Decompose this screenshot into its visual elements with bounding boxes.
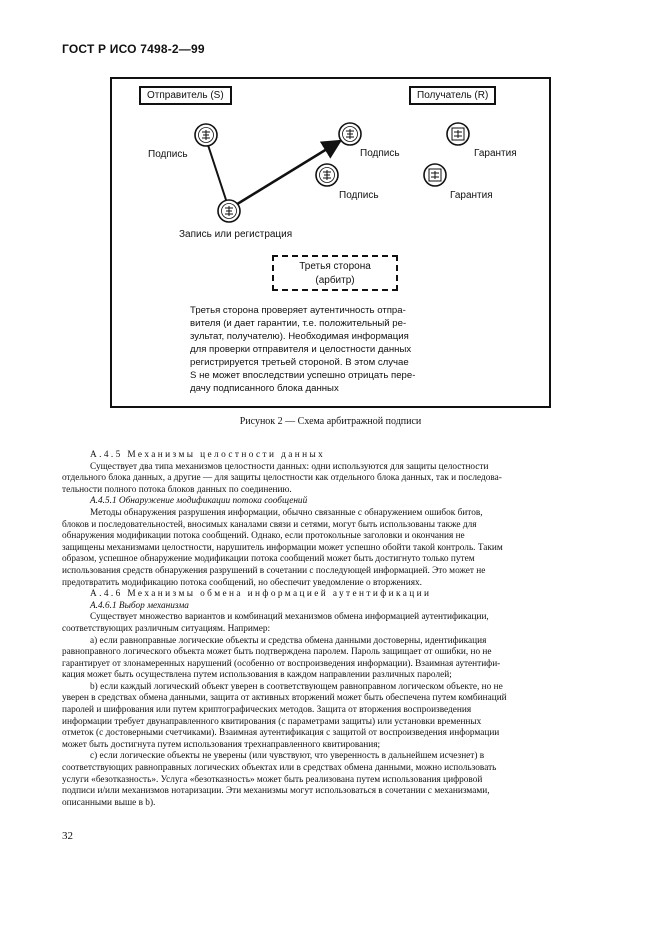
body-line: равноправного логического объекта может быть подтверждена паролем. Пароль защищает от ошибки, но не [62, 647, 492, 658]
guarantee-label: Гарантия [450, 190, 493, 201]
registration-label: Запись или регистрация [179, 229, 293, 240]
document-header: ГОСТ Р ИСО 7498-2—99 [62, 42, 205, 56]
body-line: предотвратить модификацию потока сообщений, но обеспечит уведомление о вторжениях. [62, 577, 422, 588]
body-line: Методы обнаружения разрушения информации, обычно связанные с обнаружением ошибок битов, [90, 507, 483, 518]
figure-caption: Рисунок 2 — Схема арбитражной подписи [239, 416, 422, 427]
seal-icon [195, 124, 217, 146]
stamp-icon [424, 164, 446, 186]
figure-description-line: S не может впоследствии успешно отрицать пере- [190, 370, 416, 381]
body-line: А.4.6.1 Выбор механизма [90, 600, 189, 611]
body-line: паролей и шифрования или путем криптографических методов. Защита от вторжения воспроизведения [62, 705, 472, 716]
receiver-box: Получатель (R) [409, 86, 496, 105]
body-line: c) если логические объекты не уверены (или чувствуют, что уверенность в дальнейшем исчезнет) в [90, 751, 485, 762]
body-line: может быть достигнута путем использования трехнаправленного квитирования; [62, 739, 381, 750]
body-line: соответствующих различным ситуациям. Например: [62, 623, 271, 634]
signature-label: Подпись [339, 190, 379, 201]
third-party-box [272, 255, 398, 291]
third-party-title: Третья сторона [299, 261, 371, 272]
body-line: а) если равноправные логические объекты и средства обмена данными достоверны, идентификация [90, 635, 487, 646]
body-line: b) если каждый логический объект уверен в соответствующем равноправном логическом объекте, но не [90, 681, 503, 692]
body-line: подписи и/или механизмов нотаризации. Эти механизмы могут использоваться в сочетании с механизмами, [62, 786, 490, 797]
page-number: 32 [62, 830, 73, 842]
figure-description-line: Третья сторона проверяет аутентичность отпра- [190, 305, 406, 316]
body-line: использования средств обнаружения разрушений в сочетании с последующей информацией. Это может не [62, 565, 486, 576]
stamp-icon [447, 123, 469, 145]
third-party-subtitle: (арбитр) [315, 275, 355, 286]
body-line: А.4.5.1 Обнаружение модификации потока сообщений [90, 496, 308, 507]
body-text [62, 450, 598, 809]
sender-box: Отправитель (S) [139, 86, 232, 105]
guarantee-label: Гарантия [474, 148, 517, 159]
body-line: обнаружения модификации потока сообщений. Однако, если протокольные заголовки и окончания не [62, 531, 465, 542]
seal-icon [218, 200, 240, 222]
body-line: гарантирует от злонамеренных нарушений (особенно от воспроизведения информации). Взаимная аутентифи- [62, 658, 501, 669]
body-line: описанными выше в b). [62, 797, 156, 808]
body-line: кация может быть осуществлена путем использования в каждом направлении различных паролей; [62, 670, 452, 681]
seal-icon [316, 164, 338, 186]
figure-description-line: вителя (и дает гарантии, т.е. положительный ре- [190, 318, 407, 329]
body-line: соответствующих равноправных логических объектах или в средствах обмена данными, можно использовать [62, 763, 497, 774]
body-line: отдельного блока данных, а другие — для защиты целостности как отдельного блока данных, так и последова- [62, 473, 502, 484]
body-line: образом, успешное обнаружение модификации потока сообщений может быть достигнуто только путем [62, 554, 475, 565]
body-line: Существует множество вариантов и комбинаций механизмов обмена информацией аутентификации, [90, 612, 489, 623]
body-line: услуги «безотказность». Услуга «безотказность» может быть реализована путем использования цифровой [62, 774, 483, 785]
figure-description [190, 304, 450, 395]
connector-line [208, 145, 228, 206]
figure-description-line: регистрируется третьей стороной. В этом случае [190, 357, 409, 368]
signature-label: Подпись [360, 148, 400, 159]
body-line: А.4.5 Механизмы целостности данных [90, 450, 326, 460]
body-line: защищены механизмами целостности, нарушитель информации может успешно обойти такой контроль. Таким [62, 542, 503, 553]
body-line: Существует два типа механизмов целостности данных: одни используются для защиты целостности [90, 461, 489, 472]
figure-description-line: зультат, получателю). Необходимая информация [190, 331, 409, 342]
seal-icon [339, 123, 361, 145]
body-line: информации требует двунаправленного квитирования (с параметрами защиты) или установки временных [62, 716, 482, 727]
body-line: А.4.6 Механизмы обмена информацией аутентификации [90, 589, 432, 600]
figure-description-line: дачу подписанного блока данных [190, 383, 339, 394]
body-line: отметок (с достоверными счетчиками). Взаимная аутентификация с защитой от воспроизведения информации [62, 728, 500, 739]
body-line: тельности полного потока блоков данных по соединению. [62, 484, 292, 495]
body-line: уверен в средствах обмена данными, защита от активных вторжений может быть обеспечена путем комбинаций [62, 693, 507, 704]
figure-description-line: для проверки отправителя и целостности данных [190, 344, 412, 355]
signature-label: Подпись [148, 149, 188, 160]
body-line: блоков и последовательностей, вносимых каналами связи и сетями, могут быть использованы также для [62, 519, 477, 530]
